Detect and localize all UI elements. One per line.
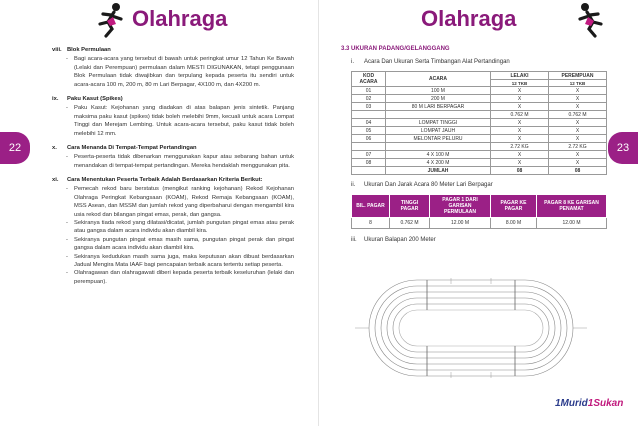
table-cell xyxy=(352,111,386,119)
bullet-text: - Sekiranya tiada rekod yang dilatasi/dicatat, jumlah pungutan pingat emas atau perak atau gangsa dalam acara individu akan diambil kira. xyxy=(66,219,294,236)
table-row xyxy=(352,111,607,119)
section-title: Blok Permulaan xyxy=(67,47,111,53)
table-row xyxy=(352,135,607,143)
table-cell: X xyxy=(549,135,607,143)
table-cell: 80 M LARI BERPAGAR xyxy=(386,103,491,111)
table-cell: X xyxy=(549,151,607,159)
table-cell: 0.762 M xyxy=(491,111,549,119)
table-cell xyxy=(386,111,491,119)
left-content xyxy=(52,46,294,292)
table-cell: 07 xyxy=(352,151,386,159)
page-title-left: Olahraga xyxy=(132,6,228,31)
events-table xyxy=(351,71,607,175)
table-header: PAGAR 8 KE GARISAN PENAMAT xyxy=(537,195,607,218)
table-cell: 08 xyxy=(491,167,549,175)
section-title: Cara Menentukan Peserta Terbaik Adalah Berdasarkan Kriteria Berikut: xyxy=(67,177,263,184)
table-cell: 2.72 KG xyxy=(491,143,549,151)
brand-logo xyxy=(555,398,623,409)
table-header: PAGAR KE PAGAR xyxy=(491,195,537,218)
running-track-icon xyxy=(351,272,591,392)
right-content xyxy=(341,46,611,249)
section-peserta-terbaik xyxy=(52,176,294,286)
table-cell: X xyxy=(549,127,607,135)
section-paku-kasut xyxy=(52,95,294,138)
table-subheader: 12 TKB xyxy=(549,80,607,87)
table-cell xyxy=(352,167,386,175)
right-page xyxy=(319,0,638,426)
table-header: TINGGI PAGAR xyxy=(390,195,430,218)
section-heading: 3.3 UKURAN PADANG/GELANGGANG xyxy=(341,46,450,52)
section-title: Paku Kasut (Spikes) xyxy=(67,95,123,102)
table-row xyxy=(352,151,607,159)
table-row xyxy=(352,103,607,111)
table-cell: 12.00 M xyxy=(537,218,607,229)
table-header: ACARA xyxy=(386,72,491,87)
table-row xyxy=(352,127,607,135)
table-cell: LOMPAT JAUH xyxy=(386,127,491,135)
table-header: PAGAR 1 DARI GARISAN PERMULAAN xyxy=(430,195,491,218)
table-cell: 8 xyxy=(352,218,390,229)
table-cell: X xyxy=(549,159,607,167)
table-cell: 100 M xyxy=(386,87,491,95)
table-header: PEREMPUAN xyxy=(549,72,607,80)
bullet-text: - Paku Kasut: Kejohanan yang diadakan di atas balapan jenis sintetik. Panjang maksima paku kasut (spikes) tidak boleh melebihi 9mm, kecuali untuk acara Lompat Tinggi dan Merejam Lembing. Untuk acara-acara tersebut, paku kasut tidak boleh melebihi 12 mm. xyxy=(66,104,294,138)
table-cell: X xyxy=(491,95,549,103)
section-number: x. xyxy=(52,144,57,151)
bullet-text: - Pemecah rekod baru berstatus (mengikut ranking kejohanan) Rekod Kejohanan Olahraga Peringkat Kebangsaan (KOAM), Rekod Remaja Kebangsaan (KOAM), MSS Asean, dan MSSM dan jumlah rekod yang diperbaharui dengan mengambil kira usia rekod dan bilangan pingat emas, perak, dan gangsa. xyxy=(66,185,294,219)
table-cell: 200 M xyxy=(386,95,491,103)
table-cell: X xyxy=(491,135,549,143)
bullet-text: - Sekiranya kedudukan masih sama juga, maka keputusan akan dibuat berdasarkan Jadual Mengira Mata IAAF bagi pencapaian terbaik acara tertentu setiap peserta. xyxy=(66,253,294,270)
table-cell: 8.00 M xyxy=(491,218,537,229)
sub-number: iii. xyxy=(351,237,357,244)
table-cell: 04 xyxy=(352,119,386,127)
table-cell xyxy=(352,143,386,151)
table-cell: 08 xyxy=(352,159,386,167)
table-row xyxy=(352,119,607,127)
section-title: Cara Menanda Di Tempat-Tempat Pertandingan xyxy=(67,144,197,151)
section-number: ix. xyxy=(52,95,59,102)
table-cell: 0.762 M xyxy=(390,218,430,229)
table-cell: 4 X 200 M xyxy=(386,159,491,167)
table-cell: MELONTAR PELURU xyxy=(386,135,491,143)
hurdles-table xyxy=(351,194,607,229)
table-cell: 4 X 100 M xyxy=(386,151,491,159)
table-cell: X xyxy=(549,103,607,111)
bullet-text: - Peserta-peserta tidak dibenarkan menggunakan kapur atau sebarang bahan untuk menandakan di tempat-tempat pertandingan. Mereka hendaklah menggunakan pita. xyxy=(66,153,294,170)
table-cell: X xyxy=(491,103,549,111)
table-cell: 0.762 M xyxy=(549,111,607,119)
table-header: LELAKI xyxy=(491,72,549,80)
table-cell: 03 xyxy=(352,103,386,111)
table-row xyxy=(352,95,607,103)
table-row xyxy=(352,159,607,167)
table-cell xyxy=(386,143,491,151)
table-cell: X xyxy=(491,151,549,159)
table-cell: 05 xyxy=(352,127,386,135)
table-header: KOD ACARA xyxy=(352,72,386,87)
table-cell: X xyxy=(549,95,607,103)
table-cell: 01 xyxy=(352,87,386,95)
table-subheader: 12 TKB xyxy=(491,80,549,87)
section-number: viii. xyxy=(52,47,62,53)
table-row xyxy=(352,143,607,151)
sub-number: ii. xyxy=(351,182,356,189)
table-cell: 06 xyxy=(352,135,386,143)
runner-icon xyxy=(94,2,128,38)
sub-title: Acara Dan Ukuran Serta Timbangan Alat Pertandingan xyxy=(364,59,510,65)
bullet-text: - Olahragawan dan olahragawati diberi kepada peserta terbaik keseluruhan (lelaki dan perempuan). xyxy=(66,269,294,286)
table-cell: 12.00 M xyxy=(430,218,491,229)
table-cell: X xyxy=(491,127,549,135)
table-cell: X xyxy=(549,119,607,127)
section-cara-menanda xyxy=(52,144,294,170)
section-number: xi. xyxy=(52,177,59,184)
sub-title: Ukuran Balapan 200 Meter xyxy=(364,237,436,244)
bullet-text: - Bagi acara-acara yang tersebut di bawah untuk peringkat umur 12 Tahun Ke Bawah (Lelaki dan Perempuan) permulaan dalam MESTI DIGUNAKAN, tetapi penggunaan Blok Permulaan tidak diwajibkan dan terpulang kepada peserta itu sendiri untuk acara-acara 100 m, 200 m, 80 m Lari Berpagar, 4X100 m, dan 4X200 m. xyxy=(66,55,294,89)
logo-part-2: 1Sukan xyxy=(587,398,624,409)
page-number-left: 22 xyxy=(0,132,30,164)
runner-icon xyxy=(573,2,607,38)
logo-part-1: 1Murid xyxy=(555,398,588,409)
sub-title: Ukuran Dan Jarak Acara 80 Meter Lari Berpagar xyxy=(364,182,493,189)
table-total-row xyxy=(352,167,607,175)
table-cell: X xyxy=(491,119,549,127)
table-cell: 02 xyxy=(352,95,386,103)
table-row xyxy=(352,218,607,229)
page-number-right: 23 xyxy=(608,132,638,164)
section-blok-permulaan xyxy=(52,46,294,89)
table-cell: JUMLAH xyxy=(386,167,491,175)
table-cell: X xyxy=(549,87,607,95)
table-cell: 2.72 KG xyxy=(549,143,607,151)
table-cell: 08 xyxy=(549,167,607,175)
table-header: BIL. PAGAR xyxy=(352,195,390,218)
page-title-right: Olahraga xyxy=(421,6,517,31)
bullet-text: - Sekiranya pungutan pingat emas masih sama, pungutan pingat perak dan pingat gangsa dalam acara individu akan diambil kira. xyxy=(66,236,294,253)
table-row xyxy=(352,87,607,95)
sub-number: i. xyxy=(351,59,354,65)
table-cell: LOMPAT TINGGI xyxy=(386,119,491,127)
table-cell: X xyxy=(491,87,549,95)
table-cell: X xyxy=(491,159,549,167)
